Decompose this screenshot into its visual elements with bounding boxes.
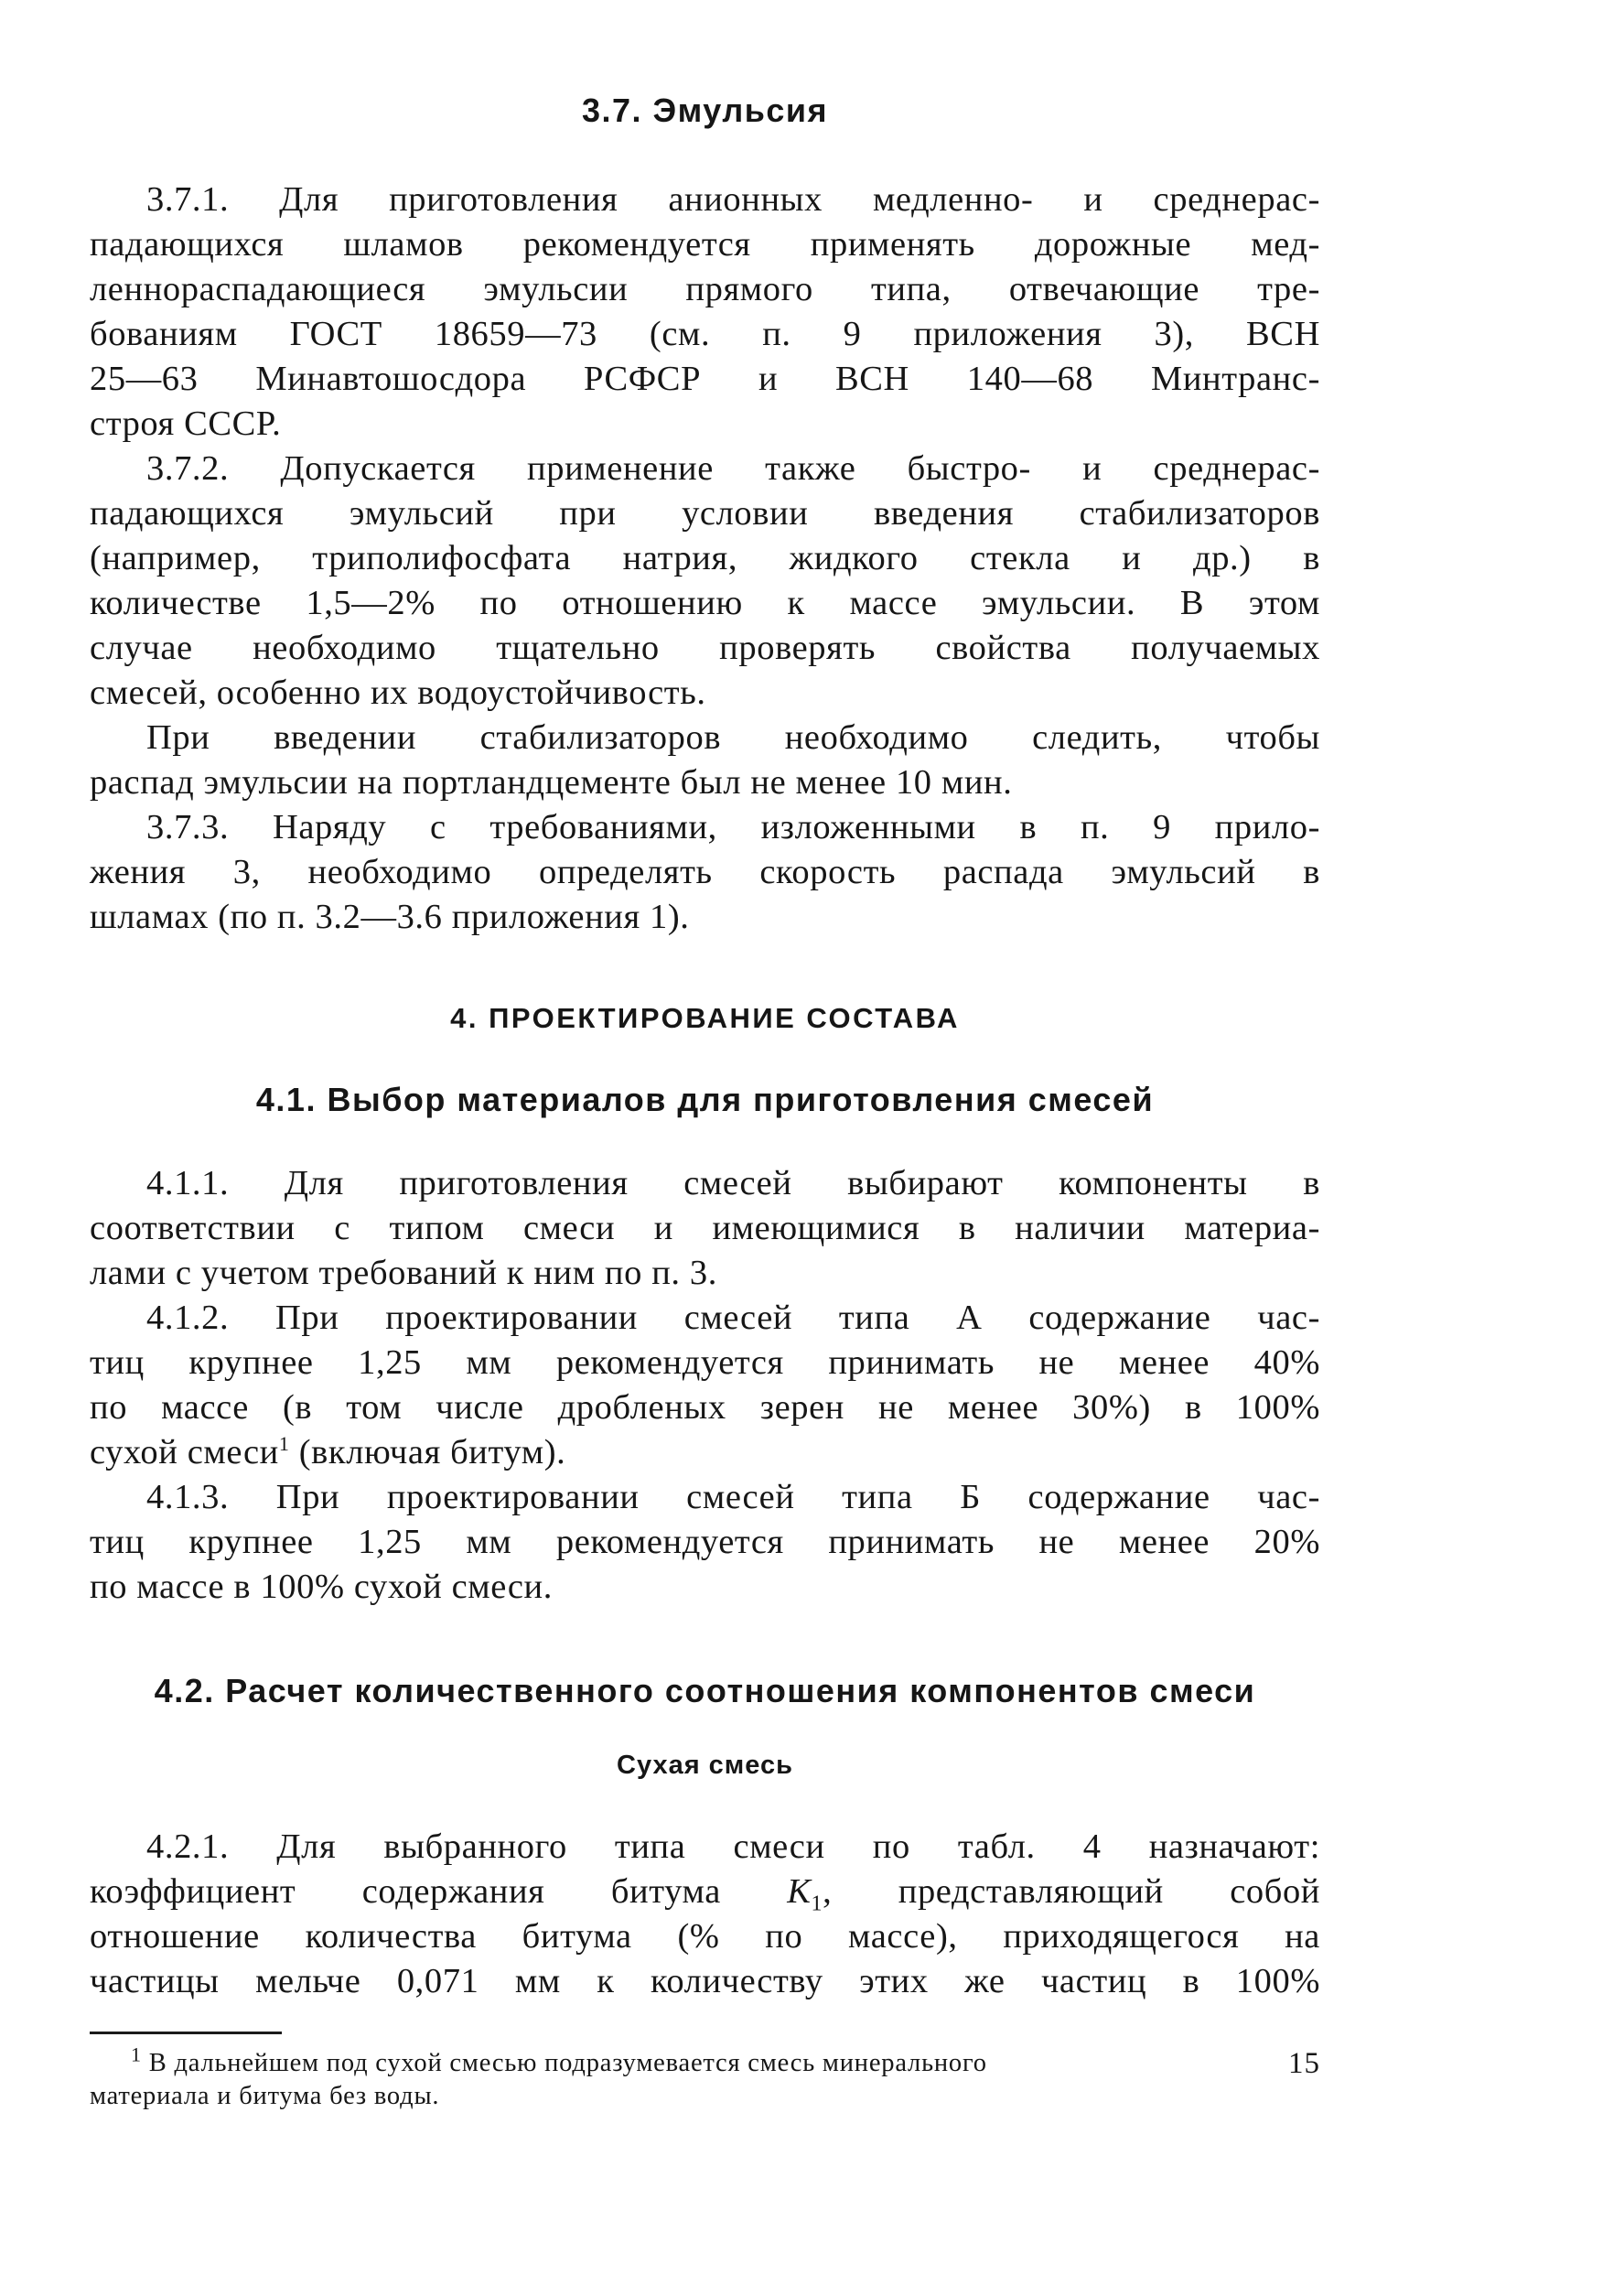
text-fragment: (включая битум). (289, 1433, 566, 1471)
paragraph-3-7-2 (90, 447, 1320, 716)
text-line: распад эмульсии на портландцементе был не менее 10 мин. (90, 763, 1013, 802)
text-line: 3.7.1. Для приготовления анионных медленно- и среднерас- (146, 180, 1320, 219)
paragraph-3-7-1 (90, 178, 1320, 447)
dry-mix-subheading: Сухая смесь (617, 1751, 793, 1780)
text-line: шламах (по п. 3.2—3.6 приложения 1). (90, 898, 690, 936)
section-4-1-heading: 4.1. Выбор материалов для приготовления смесей (255, 1081, 1155, 1118)
text-line: тиц крупнее 1,25 мм рекомендуется принимать не менее 20% (90, 1523, 1320, 1561)
section-4-2-heading: 4.2. Расчет количественного соотношения компонентов смеси (154, 1672, 1256, 1709)
text-line: 3.7.2. Допускается применение также быстро- и среднерас- (146, 449, 1320, 488)
variable-subscript: 1 (811, 1892, 823, 1916)
text-line: строя СССР. (90, 404, 282, 443)
text-line (90, 1870, 1320, 1914)
section-4-heading: 4. ПРОЕКТИРОВАНИЕ СОСТАВА (450, 1002, 960, 1034)
text-line: 4.1.2. При проектировании смесей типа А содержание час- (146, 1299, 1320, 1337)
text-line: отношение количества битума (% по массе), приходящегося на (90, 1917, 1320, 1956)
footnote-mark: 1 (131, 2042, 142, 2066)
text-line: соответствии с типом смеси и имеющимися в наличии материа- (90, 1209, 1320, 1247)
text-line: бованиям ГОСТ 18659—73 (см. п. 9 приложения 3), ВСН (90, 315, 1320, 353)
text-line: 4.1.3. При проектировании смесей типа Б содержание час- (146, 1478, 1320, 1516)
variable-k: K (787, 1872, 812, 1911)
paragraph-stabilizers (90, 716, 1320, 805)
paragraph-4-1-3 (90, 1475, 1320, 1610)
document-page (90, 92, 1320, 2113)
text-line: При введении стабилизаторов необходимо следить, чтобы (146, 718, 1320, 757)
footnote-text: В дальнейшем под сухой смесью подразумевается смесь минерального (141, 2049, 987, 2077)
text-line: жения 3, необходимо определять скорость распада эмульсий в (90, 853, 1320, 891)
footnote-line (90, 2042, 1320, 2080)
text-line: падающихся эмульсий при условии введения стабилизаторов (90, 494, 1320, 533)
text-line: тиц крупнее 1,25 мм рекомендуется принимать не менее 40% (90, 1343, 1320, 1382)
paragraph-4-1-1 (90, 1161, 1320, 1296)
text-line: 4.1.1. Для приготовления смесей выбирают компоненты в (146, 1164, 1320, 1202)
footnote-line: материала и битума без воды. (90, 2082, 440, 2110)
text-line: лами с учетом требований к ним по п. 3. (90, 1254, 717, 1292)
page-number: 15 (1288, 2047, 1320, 2080)
paragraph-4-1-2 (90, 1296, 1320, 1475)
text-fragment: сухой смеси (90, 1433, 279, 1471)
text-line: 3.7.3. Наряду с требованиями, изложенными в п. 9 прило- (146, 808, 1320, 846)
paragraph-4-2-1 (90, 1825, 1320, 2004)
text-line: (например, триполифосфата натрия, жидкого стекла и др.) в (90, 539, 1320, 577)
section-3-7-heading: 3.7. Эмульсия (581, 92, 829, 129)
text-line: 4.2.1. Для выбранного типа смеси по табл. 4 назначают: (146, 1827, 1320, 1866)
text-fragment: , представляющий собой (823, 1872, 1320, 1911)
text-line: падающихся шламов рекомендуется применять дорожные мед- (90, 225, 1320, 264)
text-line: 25—63 Минавтошосдора РСФСР и ВСН 140—68 Минтранс- (90, 360, 1320, 398)
text-line: леннораспадающиеся эмульсии прямого типа, отвечающие тре- (90, 270, 1320, 308)
footnote-reference: 1 (278, 1432, 290, 1456)
footnote (90, 2042, 1320, 2113)
paragraph-3-7-3 (90, 805, 1320, 940)
text-line: смесей, особенно их водоустойчивость. (90, 674, 706, 712)
text-fragment: коэффициент содержания битума (90, 1872, 788, 1911)
text-line: частицы мельче 0,071 мм к количеству этих же частиц в 100% (90, 1962, 1320, 2000)
text-line: случае необходимо тщательно проверять свойства получаемых (90, 629, 1320, 667)
text-line: количестве 1,5—2% по отношению к массе эмульсии. В этом (90, 584, 1320, 622)
text-line (90, 1430, 1320, 1475)
text-line: по массе в 100% сухой смеси. (90, 1568, 553, 1606)
text-line: по массе (в том числе дробленых зерен не менее 30%) в 100% (90, 1388, 1320, 1427)
